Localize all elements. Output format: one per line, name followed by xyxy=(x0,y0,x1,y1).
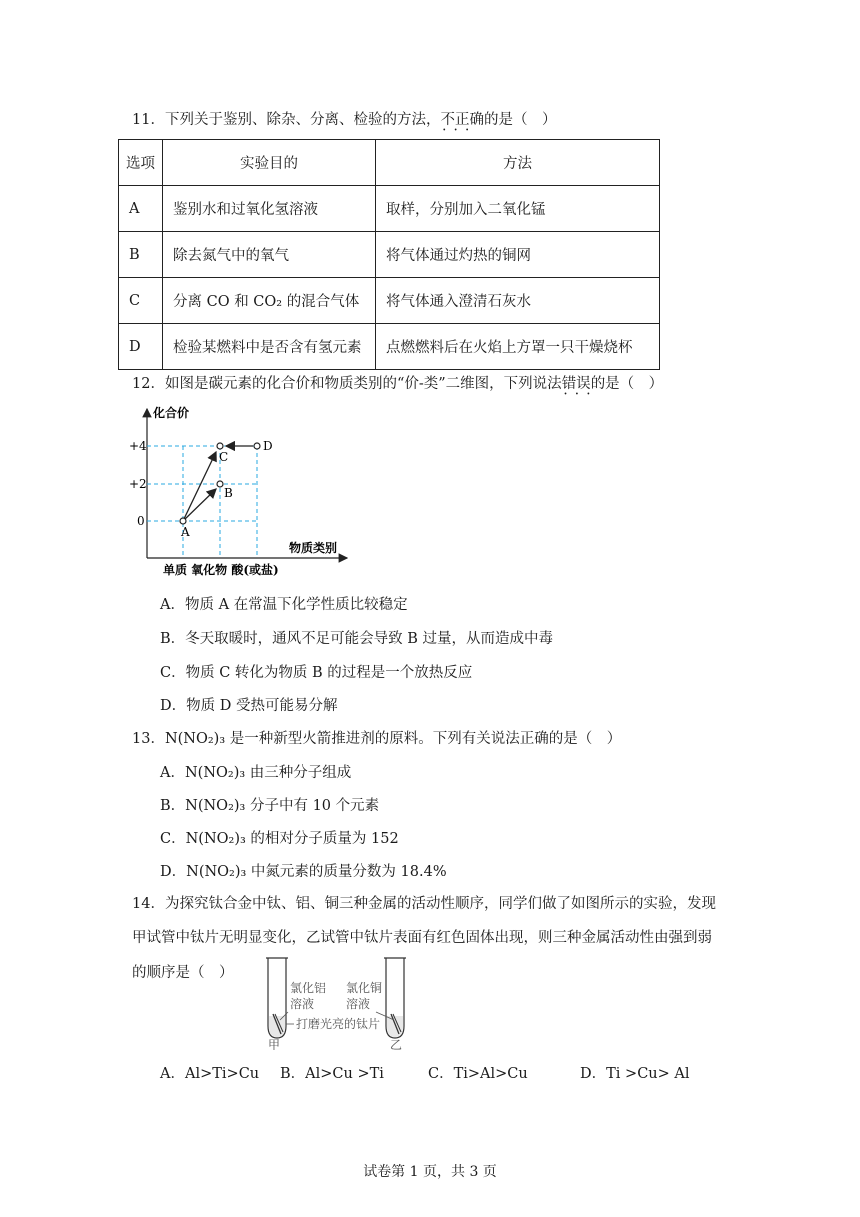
right-tube-label: 乙 xyxy=(390,1038,403,1050)
q11-stem-post: 的是（ ） xyxy=(483,112,557,128)
header-goal: 实验目的 xyxy=(163,140,376,186)
table-row xyxy=(119,232,660,278)
left-solution-line2: 溶液 xyxy=(290,997,315,1011)
header-method: 方法 xyxy=(376,140,660,186)
y-tick-zero: 0 xyxy=(137,514,145,528)
table-row xyxy=(119,324,660,370)
left-tube-label: 甲 xyxy=(268,1038,281,1050)
row-option: D xyxy=(119,324,163,370)
q14-stem-line3: 的顺序是（ ） xyxy=(132,965,234,981)
q13-option-a: A．N(NO₂)₃ 由三种分子组成 xyxy=(160,765,352,781)
q14-stem-line1: 14．为探究钛合金中钛、铝、铜三种金属的活动性顺序，同学们做了如图所示的实验，发现 xyxy=(132,896,716,912)
row-goal: 检验某燃料中是否含有氢元素 xyxy=(163,324,376,370)
row-goal: 除去氮气中的氧气 xyxy=(163,232,376,278)
q12-stem-post: 的是（ ） xyxy=(590,376,664,392)
test-tube-diagram xyxy=(258,956,418,1050)
q12-option-d: D．物质 D 受热可能易分解 xyxy=(160,698,338,714)
q13-stem: 13．N(NO₂)₃ 是一种新型火箭推进剂的原料。下列有关说法正确的是（ ） xyxy=(132,731,622,747)
y-axis-label: 化合价 xyxy=(153,406,190,420)
point-c-label: C xyxy=(219,450,229,464)
page-footer: 试卷第 1 页，共 3 页 xyxy=(363,1164,497,1180)
q11-table xyxy=(118,139,660,370)
right-solution-line1: 氯化铜 xyxy=(346,981,383,995)
row-goal: 分离 CO 和 CO₂ 的混合气体 xyxy=(163,278,376,324)
q12-option-b: B．冬天取暖时，通风不足可能会导致 B 过量，从而造成中毒 xyxy=(160,631,554,647)
q12-stem-pre: 12．如图是碳元素的化合价和物质类别的“价-类”二维图，下列说法 xyxy=(132,376,562,392)
q13-option-b: B．N(NO₂)₃ 分子中有 10 个元素 xyxy=(160,798,380,814)
row-option: C xyxy=(119,278,163,324)
metal-label: 打磨光亮的钛片 xyxy=(296,1017,381,1031)
q14-option-a: A．Al>Ti>Cu xyxy=(160,1066,260,1082)
row-method: 将气体通过灼热的铜网 xyxy=(376,232,660,278)
row-method: 将气体通入澄清石灰水 xyxy=(376,278,660,324)
y-tick-plus4: +4 xyxy=(129,439,147,453)
q11-stem-emphasis: 不正确 • • • xyxy=(440,112,484,128)
x-tick-labels: 单质 氧化物 酸(或盐) xyxy=(163,563,279,577)
table-row xyxy=(119,278,660,324)
table-header-row xyxy=(119,140,660,186)
q14-stem-line2: 甲试管中钛片无明显变化，乙试管中钛片表面有红色固体出现，则三种金属活动性由强到弱 xyxy=(132,930,712,946)
table-row xyxy=(119,186,660,232)
header-option: 选项 xyxy=(119,140,163,186)
row-option: B xyxy=(119,232,163,278)
q14-option-b: B．Al>Cu >Ti xyxy=(280,1066,384,1082)
point-a-label: A xyxy=(181,525,190,539)
right-solution-line2: 溶液 xyxy=(346,997,371,1011)
y-tick-plus2: +2 xyxy=(129,477,147,491)
point-d-label: D xyxy=(263,439,273,453)
valence-category-diagram xyxy=(125,403,365,578)
row-option: A xyxy=(119,186,163,232)
point-b-label: B xyxy=(224,486,233,500)
left-solution-line1: 氯化铝 xyxy=(290,981,327,995)
row-method: 取样，分别加入二氧化锰 xyxy=(376,186,660,232)
q14-option-c: C．Ti>Al>Cu xyxy=(428,1066,528,1082)
x-axis-label: 物质类别 xyxy=(289,541,338,555)
q11-stem-pre: 11．下列关于鉴别、除杂、分离、检验的方法， xyxy=(132,112,441,128)
row-goal: 鉴别水和过氧化氢溶液 xyxy=(163,186,376,232)
row-method: 点燃燃料后在火焰上方罩一只干燥烧杯 xyxy=(376,324,660,370)
q12-option-c: C．物质 C 转化为物质 B 的过程是一个放热反应 xyxy=(160,665,473,681)
q13-option-d: D．N(NO₂)₃ 中氮元素的质量分数为 18.4% xyxy=(160,864,447,880)
q13-option-c: C．N(NO₂)₃ 的相对分子质量为 152 xyxy=(160,831,399,847)
q12-option-a: A．物质 A 在常温下化学性质比较稳定 xyxy=(160,597,408,613)
q12-stem-emphasis: 错误 • • • xyxy=(562,376,591,392)
q14-option-d: D．Ti >Cu> Al xyxy=(580,1066,690,1082)
q11-stem xyxy=(132,108,556,129)
q12-stem xyxy=(132,372,663,393)
